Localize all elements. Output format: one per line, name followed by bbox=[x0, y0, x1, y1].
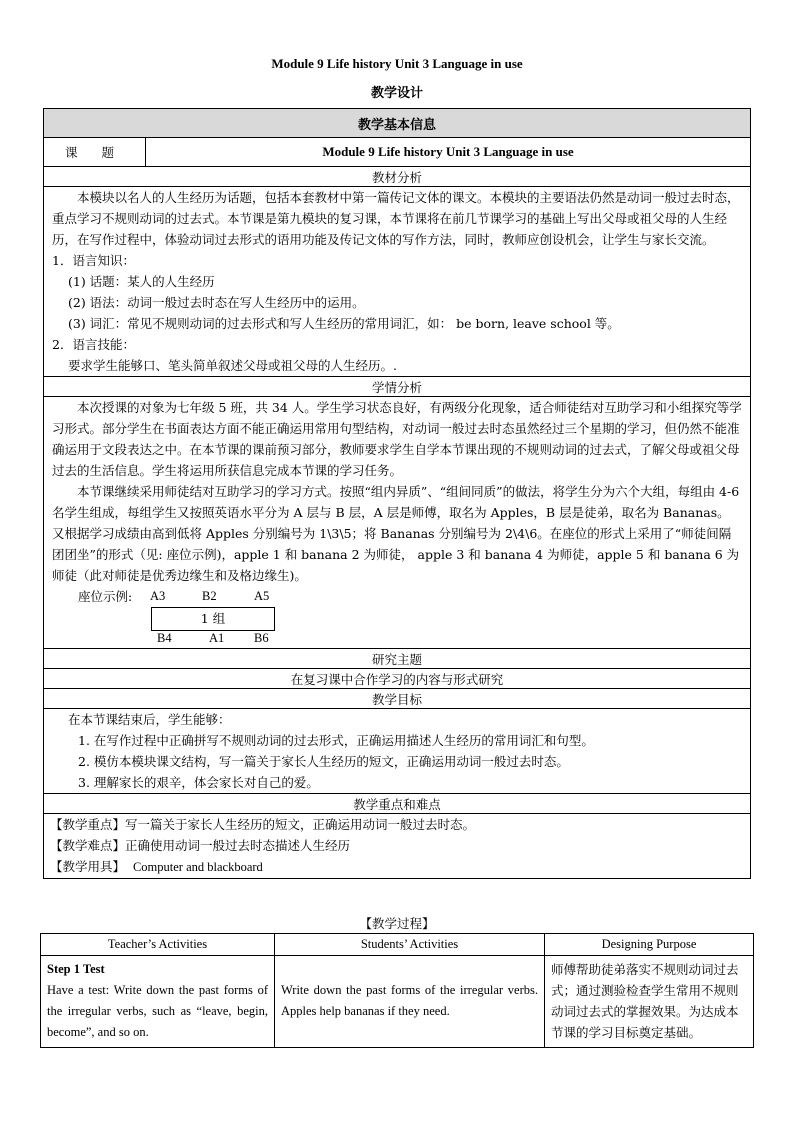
teacher-activity-text: Have a test: Write down the past forms of the irregular verbs, such as “leave, begin, become”, and so on. bbox=[47, 983, 268, 1039]
seat-a3: A3 bbox=[150, 589, 166, 603]
learner-para-1: 本次授课的对象为七年级 5 班，共 34 人。学生学习状态良好，有两级分化现象，适合师徒结对互助学习和小组探究等学习形式。部分学生在书面表达方面不能正确运用常用句型结构，对动词一般过去时态虽然经过三个星期的学习，但仍然不能准确运用于文段表达之中。在本节课的课前预习部分，教师要求学生自学本节课出现的不规则动词的过去式，了解父母或祖父母过去的生活信息。学生将运用所获信息完成本节课的学习任务。 bbox=[52, 400, 742, 478]
objective-item: 2. 模仿本模块课文结构，写一篇关于家长人生经历的短文，正确运用动词一般过去时态。 bbox=[78, 754, 569, 769]
teaching-process-table bbox=[40, 933, 754, 1048]
objectives-body bbox=[44, 709, 751, 794]
learner-para-2: 本节课继续采用师徒结对互助学习的学习方式。按照“组内异质”、“组间同质”的做法，将学生分为六个大组，每组由 4-6 名学生组成，每组学生又按照英语水平分为 A 层与 B 层，A 层是师傅，取名为 Apples，B 层是徒弟，取名为 Bananas。又根据学习成绩由高到低将 Apples 分别编号为 1\3\5；将 Bananas 分别编号为 2\4\6。在座位的形式上采用了“师徒间隔团团坐”的形式（见: 座位示例)，apple 1 和 banana 2 为师徒， apple 3 和 banana 4 为师徒，apple 5 和 banana 6 为师徒（此对师徒是优秀边缘生和及格边缘生)。 bbox=[52, 484, 740, 583]
seat-b2: B2 bbox=[202, 589, 217, 603]
research-topic: 在复习课中合作学习的内容与形式研究 bbox=[44, 669, 751, 689]
learner-analysis-body bbox=[44, 397, 751, 649]
student-activity-text: Write down the past forms of the irregular verbs. Apples help bananas if they need. bbox=[281, 983, 538, 1018]
document-title: Module 9 Life history Unit 3 Language in use bbox=[271, 56, 523, 71]
seat-a5: A5 bbox=[254, 589, 270, 603]
course-label: 课 题 bbox=[44, 138, 146, 167]
teaching-difficulty: 【教学难点】正确使用动词一般过去时态描述人生经历 bbox=[50, 838, 351, 853]
language-skill-text: 要求学生能够口、笔头简单叙述父母或祖父母的人生经历。. bbox=[68, 358, 397, 373]
grammar-item: (2) 语法：动词一般过去时态在写人生经历中的运用。 bbox=[68, 295, 365, 310]
teaching-tools-value: Computer and blackboard bbox=[132, 860, 263, 874]
basic-info-header: 教学基本信息 bbox=[44, 109, 751, 138]
step-title: Step 1 Test bbox=[47, 962, 105, 976]
topic-item: (1) 话题：某人的人生经历 bbox=[68, 274, 215, 289]
col-designing-purpose: Designing Purpose bbox=[545, 934, 754, 956]
teacher-activity-cell bbox=[41, 956, 275, 1048]
course-value: Module 9 Life history Unit 3 Language in use bbox=[146, 138, 751, 167]
col-student-activities: Students’ Activities bbox=[275, 934, 545, 956]
key-points-body bbox=[44, 814, 751, 879]
learner-analysis-header: 学情分析 bbox=[44, 377, 751, 397]
col-teacher-activities: Teacher’s Activities bbox=[41, 934, 275, 956]
teaching-tools-label: 【教学用具】 bbox=[50, 859, 126, 874]
vocabulary-item: (3) 词汇：常见不规则动词的过去形式和写人生经历的常用词汇，如： be born, leave school 等。 bbox=[68, 316, 620, 331]
lesson-info-table bbox=[43, 108, 751, 879]
seat-b4: B4 bbox=[157, 631, 172, 645]
key-points-header: 教学重点和难点 bbox=[44, 794, 751, 814]
seat-a1: A1 bbox=[209, 631, 225, 645]
material-intro: 本模块以名人的人生经历为话题，包括本套教材中第一篇传记文体的课文。本模块的主要语法仍然是动词一般过去时态，重点学习不规则动词的过去式。本节课是第九模块的复习课，本节课将在前几节课学习的基础上写出父母或祖父母的人生经历，在写作过程中，体验动词过去形式的语用功能及传记文体的写作方法，同时，教师应创设机会，让学生与家长交流。 bbox=[52, 190, 740, 247]
seat-example-label: 座位示例: bbox=[78, 589, 133, 604]
language-skill-label: 2．语言技能： bbox=[52, 337, 135, 352]
teaching-focus: 【教学重点】写一篇关于家长人生经历的短文，正确运用动词一般过去时态。 bbox=[50, 817, 476, 832]
material-analysis-body bbox=[44, 187, 751, 377]
objectives-header: 教学目标 bbox=[44, 689, 751, 709]
research-header: 研究主题 bbox=[44, 649, 751, 669]
objective-item: 3. 理解家长的艰辛，体会家长对自己的爱。 bbox=[78, 775, 319, 790]
seat-example bbox=[52, 586, 742, 648]
purpose-text: 师傅帮助徒弟落实不规则动词过去式；通过测验检查学生常用不规则动词过去式的掌握效果。为达成本节课的学习目标奠定基础。 bbox=[551, 962, 739, 1040]
seat-group-box: 1 组 bbox=[151, 607, 275, 631]
document-subtitle: 教学设计 bbox=[370, 86, 423, 101]
student-activity-cell bbox=[275, 956, 545, 1048]
purpose-cell bbox=[545, 956, 754, 1048]
process-title: 【教学过程】 bbox=[359, 916, 435, 931]
seat-b6: B6 bbox=[254, 631, 269, 645]
objectives-intro: 在本节课结束后，学生能够： bbox=[68, 712, 231, 727]
teaching-tools bbox=[50, 856, 742, 878]
material-analysis-header: 教材分析 bbox=[44, 167, 751, 187]
objective-item: 1. 在写作过程中正确拼写不规则动词的过去形式，正确运用描述人生经历的常用词汇和句型。 bbox=[78, 733, 594, 748]
language-knowledge-label: 1．语言知识： bbox=[52, 253, 135, 268]
